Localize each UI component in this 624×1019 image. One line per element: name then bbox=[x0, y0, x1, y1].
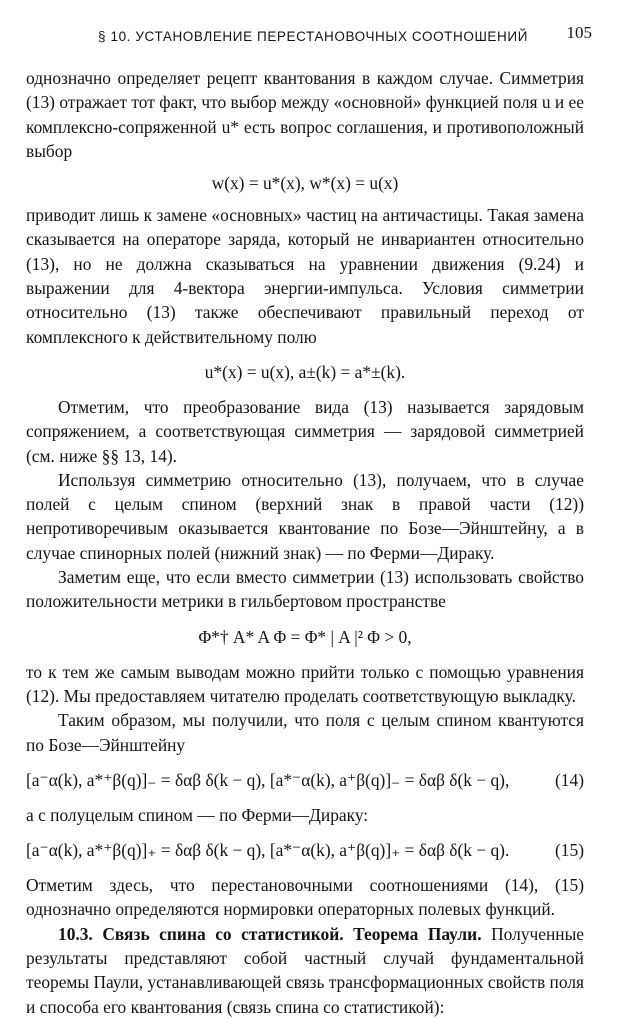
running-header bbox=[26, 22, 592, 52]
paragraph-1: однозначно определяет рецепт квантования в каждом случае. Симметрия (13) отражает тот факт, что выбор между «основной» функцией поля u и ее комплексно-сопряженной u* есть вопрос соглашения, и противоположный выбор bbox=[26, 68, 584, 161]
paragraph-7: Таким образом, мы получили, что поля с целым спином квантуются по Бозе—Эйнштейну bbox=[26, 710, 584, 755]
equation-15 bbox=[26, 827, 584, 873]
running-title: § 10. УСТАНОВЛЕНИЕ ПЕРЕСТАНОВОЧНЫХ СООТНОШЕНИЙ bbox=[98, 29, 528, 44]
paragraph-2: приводит лишь к замене «основных» частиц на античастицы. Такая замена сказывается на операторе заряда, который не инвариантен относительно (13), но не должна сказываться на уравнении движения (9.24) и выражении для 4-вектора энергии-импульса. Условия симметрии относительно (13) также обеспечивают правильный переход от комплексного к действительному полю bbox=[26, 205, 584, 347]
paragraph-3: Отметим, что преобразование вида (13) называется зарядовым сопряжением, а соответствующая симметрия — зарядовой симметрией (см. ниже §§ 13, 14). bbox=[26, 396, 584, 466]
paragraph-10 bbox=[26, 922, 584, 1019]
equation-14-number: (14) bbox=[555, 769, 584, 790]
section-heading: 10.3. Связь спина со статистикой. Теорема Паули. bbox=[58, 923, 482, 944]
page bbox=[26, 22, 592, 1019]
equation-u: u*(x) = u(x), a±(k) = a*±(k). bbox=[204, 361, 406, 382]
paragraph-9: Отметим здесь, что перестановочными соотношениями (14), (15) однозначно определяются нормировки операторных полевых функций. bbox=[26, 875, 584, 920]
equation-15-body: [a⁻α(k), a*⁺β(q)]₊ = δαβ δ(k − q), [a*⁻α(k), a⁺β(q)]₊ = δαβ δ(k − q). bbox=[26, 840, 510, 861]
page-number: 105 bbox=[566, 23, 592, 42]
equation-14 bbox=[26, 757, 584, 803]
equation-14-body: [a⁻α(k), a*⁺β(q)]₋ = δαβ δ(k − q), [a*⁻α(k), a⁺β(q)]₋ = δαβ δ(k − q), bbox=[26, 769, 510, 790]
paragraph-4: Используя симметрию относительно (13), получаем, что в случае полей с целым спином (верхний знак в правой части (12)) непротиворечивым оказывается квантование по Бозе—Эйнштейну, а в случае спинорных полей (нижний знак) — по Ферми—Дираку. bbox=[26, 469, 584, 563]
equation-w: w(x) = u*(x), w*(x) = u(x) bbox=[211, 173, 399, 194]
paragraph-6: то к тем же самым выводам можно прийти только с помощью уравнения (12). Мы предоставляем читателю проделать соответствующую выкладку. bbox=[26, 661, 584, 706]
paragraph-10-text: Полученные результаты представляют собой частный случай фундаментальной теоремы Паули, устанавливающей связь трансформационных свойств поля и способа его квантования (связь спина со статистикой): bbox=[26, 923, 584, 1017]
paragraph-5: Заметим еще, что если вместо симметрии (13) использовать свойство положительности метрики в гильбертовом пространстве bbox=[26, 567, 584, 612]
paragraph-8: а с полуцелым спином — по Ферми—Дираку: bbox=[26, 804, 369, 825]
equation-15-number: (15) bbox=[555, 840, 584, 861]
equation-metric: Φ*† A* A Φ = Φ* | A |² Φ > 0, bbox=[198, 626, 412, 647]
